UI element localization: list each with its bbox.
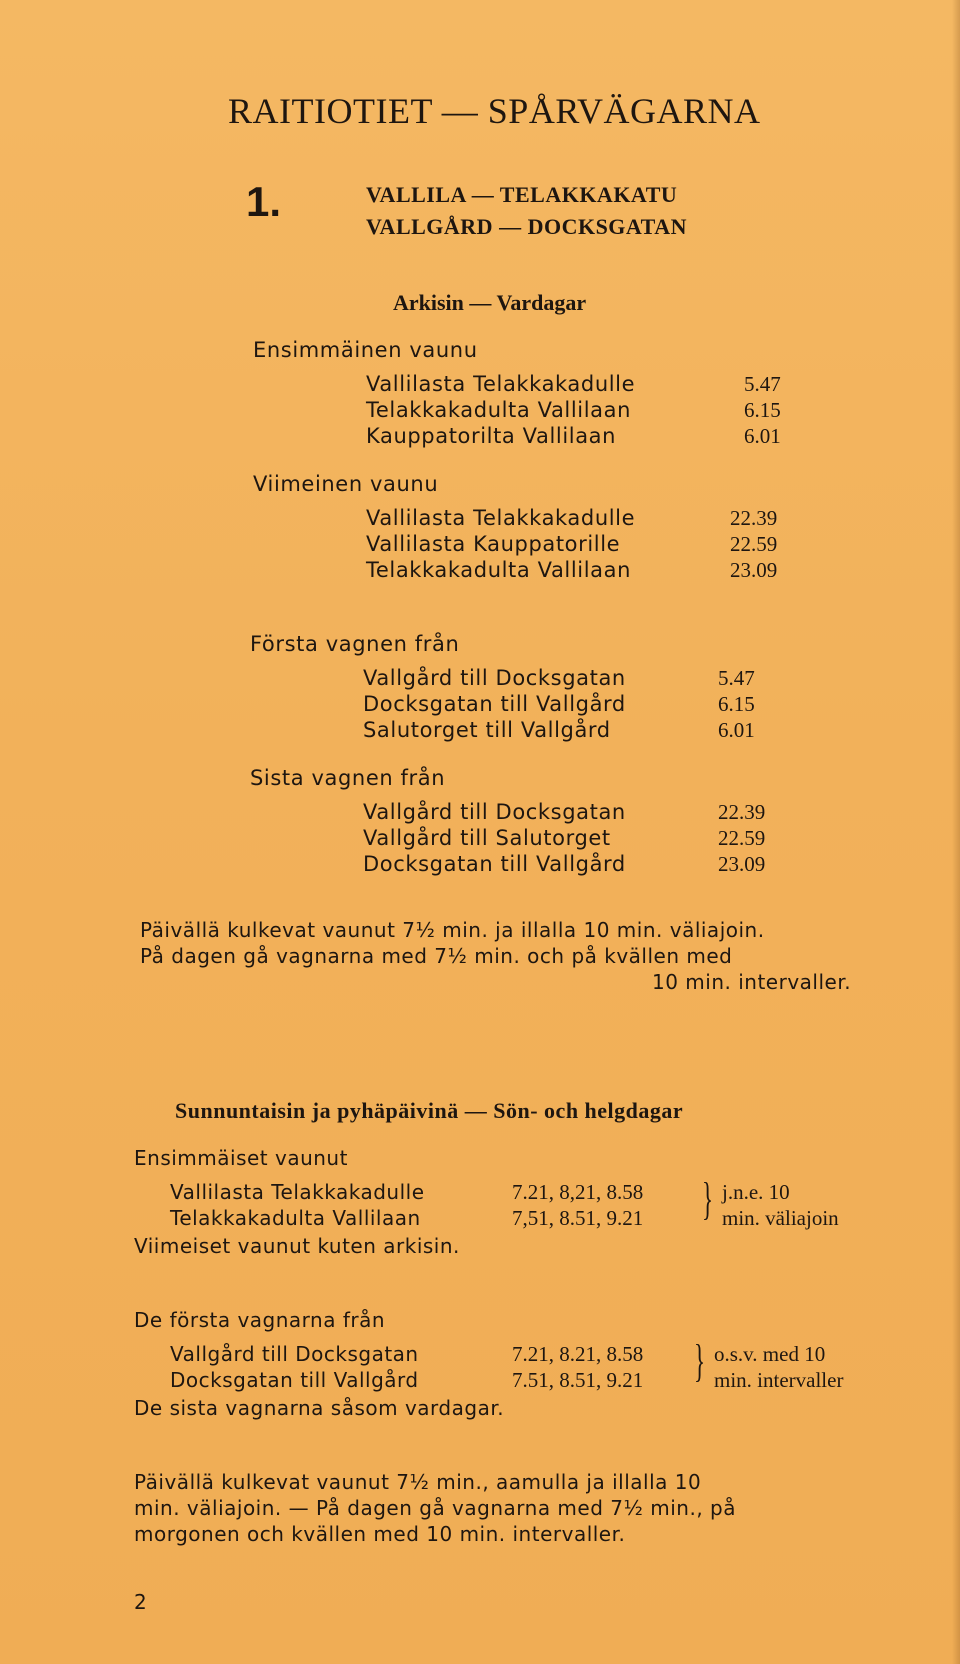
holiday-fi-times-1: 7.21, 8,21, 8.58 xyxy=(512,1180,644,1204)
sv-first-time-2: 6.15 xyxy=(718,692,755,716)
holiday-sv-times-1: 7.21, 8.21, 8.58 xyxy=(512,1342,644,1366)
sv-last-time-1: 22.39 xyxy=(718,800,766,824)
weekday-note-sv: På dagen gå vagnarna med 7½ min. och på kvällen med xyxy=(140,944,733,968)
holiday-fi-route-1: Vallilasta Telakkakadulle xyxy=(170,1180,425,1204)
sv-last-route-1: Vallgård till Docksgatan xyxy=(363,800,626,824)
holiday-sv-times-2: 7.51, 8.51, 9.21 xyxy=(512,1368,644,1392)
holiday-sv-last-note: De sista vagnarna såsom vardagar. xyxy=(134,1396,505,1420)
holiday-sv-brace-note-1: o.s.v. med 10 xyxy=(714,1342,826,1366)
holiday-heading: Sunnuntaisin ja pyhäpäivinä — Sön- och helgdagar xyxy=(175,1098,684,1123)
fi-last-time-2: 22.59 xyxy=(730,532,778,556)
sv-last-time-2: 22.59 xyxy=(718,826,766,850)
holiday-sv-route-1: Vallgård till Docksgatan xyxy=(170,1342,419,1366)
route-number: 1. xyxy=(246,178,282,225)
holiday-sv-route-2: Docksgatan till Vallgård xyxy=(170,1368,419,1392)
sv-first-route-2: Docksgatan till Vallgård xyxy=(363,692,626,716)
route-name-sv: VALLGÅRD — DOCKSGATAN xyxy=(366,214,687,239)
fi-last-route-2: Vallilasta Kauppatorille xyxy=(366,532,621,556)
route-name-fi: VALLILA — TELAKKAKATU xyxy=(366,182,678,207)
fi-last-route-3: Telakkakadulta Vallilaan xyxy=(366,558,632,582)
brace-icon: } xyxy=(694,1335,706,1386)
holiday-fi-last-note: Viimeiset vaunut kuten arkisin. xyxy=(134,1234,460,1258)
fi-first-time-2: 6.15 xyxy=(744,398,781,422)
fi-first-route-3: Kauppatorilta Vallilaan xyxy=(366,424,617,448)
holiday-note-line-2: min. väliajoin. — På dagen gå vagnarna med 7½ min., på xyxy=(134,1496,736,1520)
holiday-note-line-3: morgonen och kvällen med 10 min. intervaller. xyxy=(134,1522,626,1546)
fi-last-route-1: Vallilasta Telakkakadulle xyxy=(366,506,636,530)
holiday-fi-heading: Ensimmäiset vaunut xyxy=(134,1146,348,1170)
sv-first-route-1: Vallgård till Docksgatan xyxy=(363,666,626,690)
holiday-fi-brace-note-1: j.n.e. 10 xyxy=(722,1180,790,1204)
sv-last-route-3: Docksgatan till Vallgård xyxy=(363,852,626,876)
holiday-fi-route-2: Telakkakadulta Vallilaan xyxy=(170,1206,421,1230)
holiday-sv-heading: De första vagnarna från xyxy=(134,1308,386,1332)
fi-first-route-2: Telakkakadulta Vallilaan xyxy=(366,398,632,422)
weekday-note-fi: Päivällä kulkevat vaunut 7½ min. ja illalla 10 min. väliajoin. xyxy=(140,918,765,942)
sv-first-time-1: 5.47 xyxy=(718,666,755,690)
holiday-fi-brace-note-2: min. väliajoin xyxy=(722,1206,839,1230)
fi-last-time-3: 23.09 xyxy=(730,558,778,582)
holiday-note-line-1: Päivällä kulkevat vaunut 7½ min., aamulla ja illalla 10 xyxy=(134,1470,702,1494)
sv-first-heading: Första vagnen från xyxy=(250,632,460,656)
fi-last-time-1: 22.39 xyxy=(730,506,778,530)
page-number: 2 xyxy=(134,1590,147,1614)
weekday-heading: Arkisin — Vardagar xyxy=(393,290,587,315)
fi-first-heading: Ensimmäinen vaunu xyxy=(253,338,478,362)
sv-first-route-3: Salutorget till Vallgård xyxy=(363,718,611,742)
sv-first-time-3: 6.01 xyxy=(718,718,755,742)
sv-last-heading: Sista vagnen från xyxy=(250,766,446,790)
fi-first-time-3: 6.01 xyxy=(744,424,781,448)
holiday-sv-brace-note-2: min. intervaller xyxy=(714,1368,844,1392)
fi-first-route-1: Vallilasta Telakkakadulle xyxy=(366,372,636,396)
weekday-note-sv-cont: 10 min. intervaller. xyxy=(652,970,852,994)
holiday-fi-times-2: 7,51, 8.51, 9.21 xyxy=(512,1206,644,1230)
sv-last-route-2: Vallgård till Salutorget xyxy=(363,826,611,850)
fi-first-time-1: 5.47 xyxy=(744,372,781,396)
fi-last-heading: Viimeinen vaunu xyxy=(253,472,439,496)
brace-icon: } xyxy=(702,1173,714,1224)
page-edge-shadow xyxy=(952,0,960,1664)
page-title: RAITIOTIET — SPÅRVÄGARNA xyxy=(228,91,761,131)
sv-last-time-3: 23.09 xyxy=(718,852,766,876)
